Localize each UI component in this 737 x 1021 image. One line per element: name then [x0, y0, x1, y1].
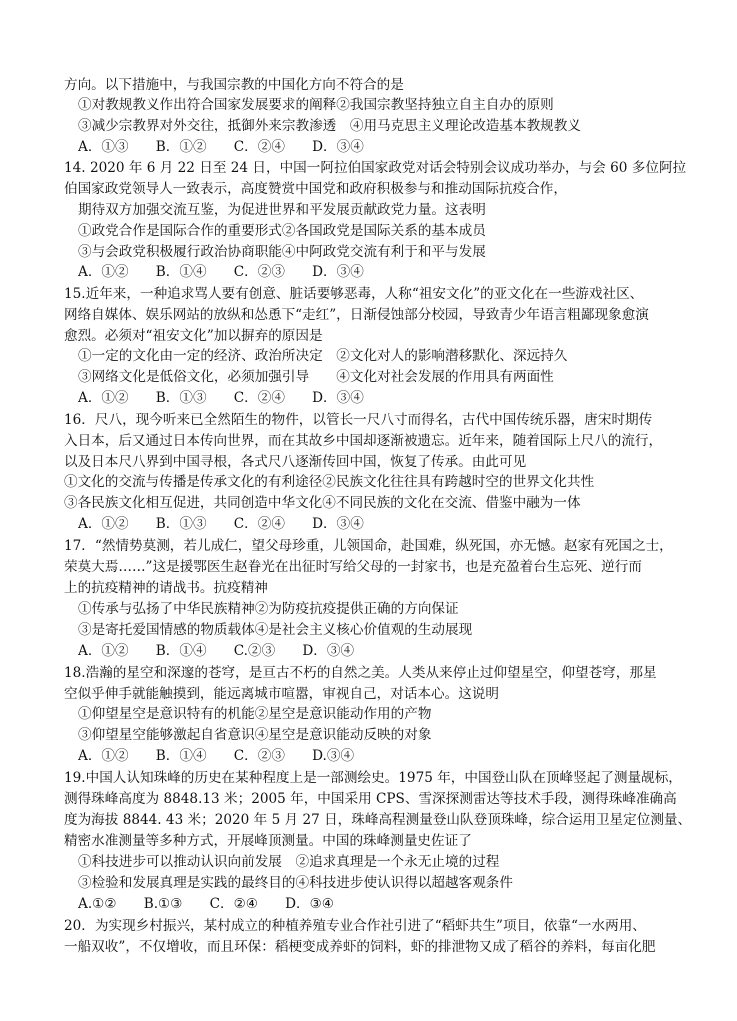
q16-stem-line-3: 以及日本尺八界到中国寻根，各式尺八逐渐传回中国，恢复了传承。由此可见 — [64, 454, 527, 470]
q18-option-line-2: ③仰望星空能够激起自省意识④星空是意识能动反映的对象 — [78, 727, 432, 743]
q14-option-line-2: ③与会政党积极履行政治协商职能④中阿政党交流有利于和平与发展 — [78, 244, 486, 260]
q13-stem-tail: 方向。以下措施中，与我国宗教的中国化方向不符合的是 — [64, 77, 404, 93]
q13-option-line-1: ①对教规教义作出符合国家发展要求的阐释②我国宗教坚持独立自主自办的原则 — [78, 97, 554, 113]
q13-option-line-2: ③减少宗教界对外交往，抵御外来宗教渗透 ④用马克思主义理论改造基本教规教义 — [78, 118, 581, 134]
q14-option-line-1: ①政党合作是国际合作的重要形式②各国政党是国际关系的基本成员 — [78, 223, 486, 239]
q16-answer-choices: A．①② B．①③ C．②④ D．③④ — [78, 516, 364, 532]
q20-stem-line-2: 一船双收”，不仅增收，而且环保：稻梗变成养虾的饲料，虾的排泄物又成了稻谷的养料，每亩化肥 — [64, 939, 656, 955]
q15-stem-line-1: 15.近年来，一种追求骂人要有创意、脏话要够恶毒，人称“祖安文化”的亚文化在一些游戏社区、 — [64, 286, 644, 302]
q18-answer-choices: A．①② B．①④ C．②③ D.③④ — [78, 748, 355, 764]
q14-stem-line-1: 14. 2020 年 6 月 22 日至 24 日，中国一阿拉伯国家政党对话会特别会议成功举办，与会 60 多位阿拉 — [64, 160, 687, 176]
q18-option-line-1: ①仰望星空是意识特有的机能②星空是意识能动作用的产物 — [78, 706, 432, 722]
q15-stem-line-3: 愈烈。必须对“祖安文化”加以摒弃的原因是 — [64, 328, 323, 344]
q15-option-line-1: ①一定的文化由一定的经济、政治所决定 ②文化对人的影响潜移默化、深远持久 — [78, 348, 568, 364]
q13-answer-choices: A．①③ B．①② C．②④ D．③④ — [78, 139, 364, 155]
q17-stem-line-3: 上的抗疫精神的请战书。抗疫精神 — [64, 580, 268, 596]
q20-stem-line-1: 20．为实现乡村振兴，某村成立的种植养殖专业合作社引进了“稻虾共生”项目，依靠“一水两用、 — [64, 918, 646, 934]
q18-stem-line-2: 空似乎伸手就能触摸到，能远离城市喧嚣，审视自己，对话本心。这说明 — [64, 686, 499, 702]
q17-stem-line-1: 17．“然情势莫测，若儿成仁，望父母珍重，儿领国命，赴国难，纵死国，亦无憾。赵家有死国之士， — [64, 538, 673, 554]
q14-stem-line-3: 期待双方加强交流互鉴，为促进世界和平发展贡献政党力量。这表明 — [78, 202, 486, 218]
q16-stem-line-2: 入日本，后又通过日本传向世界，而在其故乡中国却逐渐被遗忘。近年来，随着国际上尺八的流行， — [64, 433, 663, 449]
q16-option-line-1: ①文化的交流与传播是传承文化的有利途径②民族文化往往具有跨越时空的世界文化共性 — [64, 474, 595, 490]
q14-stem-line-2: 伯国家政党领导人一致表示，高度赞赏中国党和政府积极参与和推动国际抗疫合作， — [64, 181, 567, 197]
q19-option-line-1: ①科技进步可以推动认识向前发展 ②追求真理是一个永无止境的过程 — [78, 854, 500, 870]
q19-stem-line-4: 精密水准测量等多种方式，开展峰顶测量。中国的珠峰测量史佐证了 — [64, 833, 472, 849]
q19-stem-line-1: 19.中国人认知珠峰的历史在某种程度上是一部测绘史。1975 年，中国登山队在顶峰竖起了测量觇标， — [64, 770, 682, 786]
q19-stem-line-2: 测得珠峰高度为 8848.13 米；2005 年，中国采用 CPS、雪深探测雷达等技术手段，测得珠峰准确高 — [64, 791, 677, 807]
q18-stem-line-1: 18.浩瀚的星空和深邃的苍穹，是亘古不朽的自然之美。人类从来停止过仰望星空，仰望苍穹，那星 — [64, 665, 657, 681]
q16-stem-line-1: 16．尺八，现今听来已全然陌生的物件，以管长一尺八寸而得名，古代中国传统乐器，唐宋时期传 — [64, 412, 653, 428]
q17-option-line-1: ①传承与弘扬了中华民族精神②为防疫抗疫提供正确的方向保证 — [78, 601, 459, 617]
q17-option-line-2: ③是寄托爱国情感的物质载体④是社会主义核心价值观的生动展现 — [78, 622, 473, 638]
q15-option-line-2: ③网络文化是低俗文化，必须加强引导 ④文化对社会发展的作用具有两面性 — [78, 369, 554, 385]
q14-answer-choices: A．①② B．①④ C．②③ D．③④ — [78, 264, 364, 280]
q17-stem-line-2: 荣莫大焉……”这是援鄂医生赵眷光在出征时写给父母的一封家书，也是充盈着台生忘死、逆行而 — [64, 559, 642, 575]
q19-option-line-2: ③检验和发展真理是实践的最终目的④科技进步使认识得以超越客观条件 — [78, 875, 513, 891]
q15-answer-choices: A．①② B．①③ C．②④ D．③④ — [78, 390, 364, 406]
q19-stem-line-3: 度为海拔 8844. 43 米；2020 年 5 月 27 日，珠峰高程测量登山队登顶珠峰，综合运用卫星定位测量、 — [64, 812, 692, 828]
q15-stem-line-2: 网络自媒体、娱乐网站的放纵和怂恿下“走红”，日渐侵蚀部分校园，导致青少年语言粗鄙现象愈演 — [64, 307, 649, 323]
q19-answer-choices: A.①② B.①③ C．②④ D．③④ — [78, 896, 334, 912]
q16-option-line-2: ③各民族文化相互促进，共同创造中华文化④不同民族的文化在交流、借鉴中融为一体 — [64, 495, 581, 511]
q17-answer-choices: A．①② B．①④ C.②③ D．③④ — [78, 643, 355, 659]
